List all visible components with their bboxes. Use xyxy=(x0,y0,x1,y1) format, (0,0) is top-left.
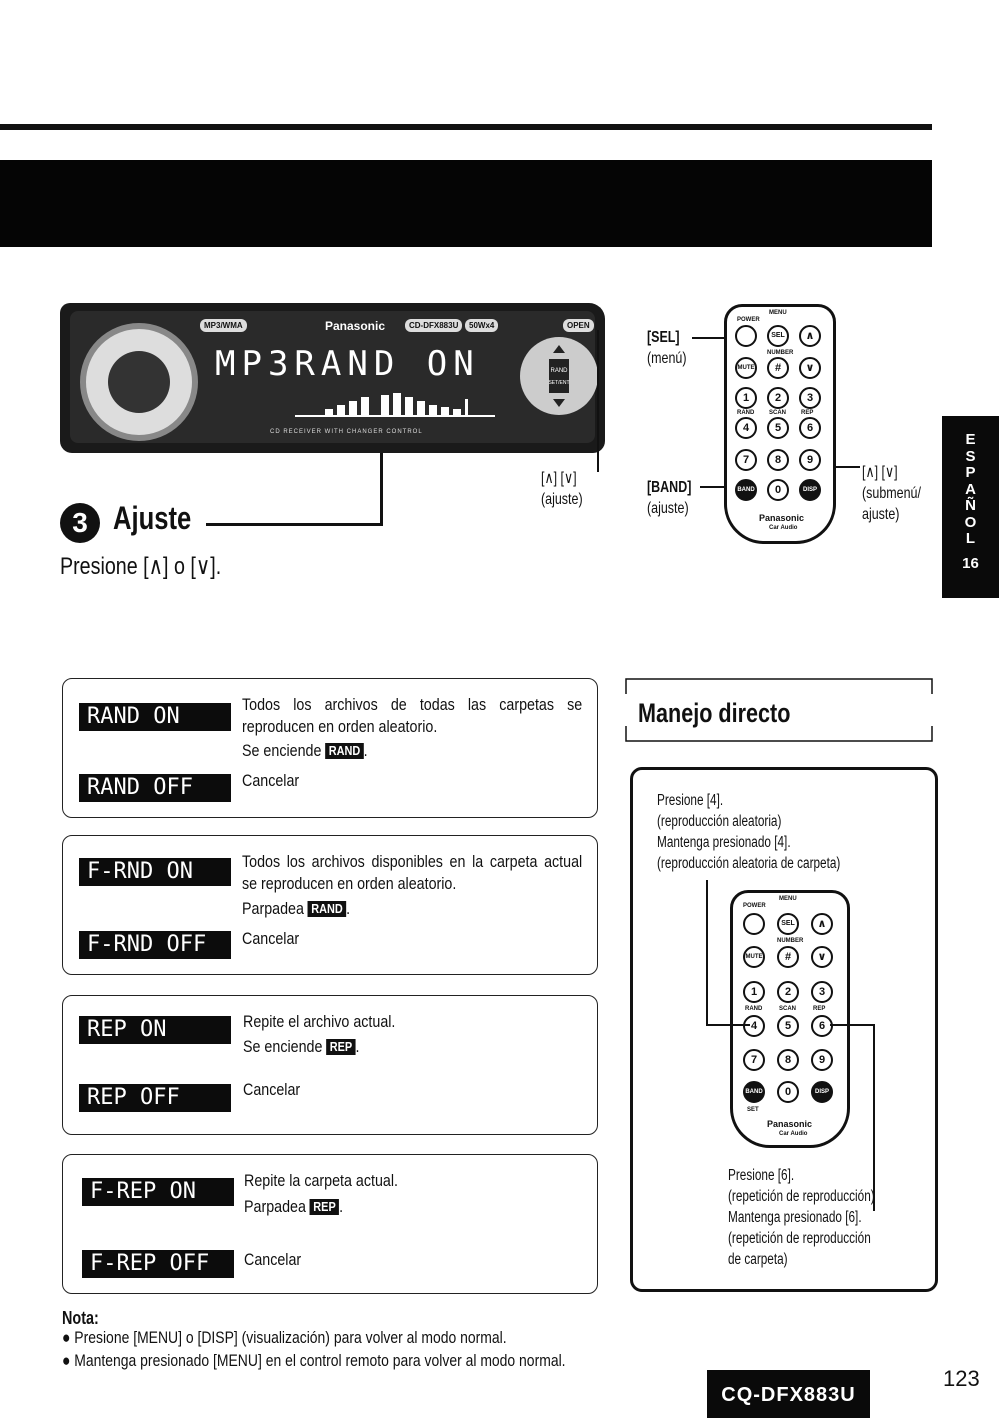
remote-digit-2: 2 xyxy=(767,387,789,409)
band-label xyxy=(647,477,691,498)
open-tag: OPEN xyxy=(563,319,594,332)
mode-off-label: REP OFF xyxy=(79,1084,231,1112)
direct-line: (repetición de reproducción xyxy=(728,1230,871,1247)
mode-on-label: F-RND ON xyxy=(79,858,231,886)
note-title: Nota: xyxy=(62,1308,99,1328)
step-number-badge: 3 xyxy=(60,503,100,543)
model-tag: CD-DFX883U xyxy=(405,319,462,332)
remote-sel-button-icon: SEL xyxy=(777,913,799,935)
remote-up-button-icon: ∧ xyxy=(799,325,821,347)
remote-menu-label: MENU xyxy=(769,310,787,316)
mode-off-description: Cancelar xyxy=(242,771,300,790)
side-tab-letter: Ñ xyxy=(965,497,976,514)
remote-number-label: NUMBER xyxy=(777,938,804,944)
power-tag: 50Wx4 xyxy=(465,319,498,332)
side-tab-letter: L xyxy=(965,530,976,547)
mode-on-description: Todos los archivos de todas las carpetas se reproducen en orden aleatorio. xyxy=(242,695,583,736)
language-side-tab xyxy=(942,416,999,598)
callout-line xyxy=(206,523,383,526)
updown-device-label: [∧] [∨] xyxy=(541,470,577,487)
top-rule xyxy=(0,124,932,130)
remote-menu-label: MENU xyxy=(779,896,797,902)
remote-power-label: POWER xyxy=(737,317,760,323)
mode-on-label: RAND ON xyxy=(79,703,231,731)
mode-off-label: F-REP OFF xyxy=(82,1250,234,1278)
remote-rand-label: RAND xyxy=(737,410,755,416)
pad-label-rand: RAND xyxy=(550,368,568,374)
remote-digit-9: 9 xyxy=(811,1049,833,1071)
remote-digit-6: 6 xyxy=(799,417,821,439)
remote-up-button-icon: ∧ xyxy=(811,913,833,935)
remote-hash-button-icon: # xyxy=(777,946,799,968)
direct-line: (reproducción aleatoria de carpeta) xyxy=(657,855,841,872)
remote-digit-2: 2 xyxy=(777,981,799,1003)
mode-off-description: Cancelar xyxy=(243,1080,301,1099)
faceplate-inner xyxy=(70,311,595,443)
remote-power-button-icon xyxy=(743,913,765,935)
remote-hash-button-icon: # xyxy=(767,357,789,379)
device-display: MP3RAND ON xyxy=(215,344,480,384)
direct-line: (repetición de reproducción) xyxy=(728,1188,875,1205)
remote-digit-0: 0 xyxy=(777,1081,799,1103)
remote-rep-label: REP xyxy=(801,410,814,416)
direct-line: Presione [6]. xyxy=(728,1167,795,1184)
remote-digit-9: 9 xyxy=(799,449,821,471)
remote-digit-3: 3 xyxy=(799,387,821,409)
direct-line: Mantenga presionado [6]. xyxy=(728,1209,862,1226)
mode-on-description: Todos los archivos disponibles en la carpeta actual se reproducen en orden aleatorio. xyxy=(242,852,583,893)
remote-digit-7: 7 xyxy=(735,449,757,471)
title-band xyxy=(0,160,932,247)
remote-power-button-icon xyxy=(735,325,757,347)
updown-remote-label: [∧] [∨] xyxy=(862,464,898,481)
format-tag: MP3/WMA xyxy=(200,319,247,332)
remote-scan-label: SCAN xyxy=(779,1006,797,1012)
sel-sub: (menú) xyxy=(647,350,687,367)
rand-indicator-icon: RAND xyxy=(308,901,346,917)
direction-pad-icon xyxy=(520,337,598,415)
callout-line xyxy=(830,1024,874,1026)
remote-down-button-icon: ∨ xyxy=(811,946,833,968)
remote-digit-4: 4 xyxy=(735,417,757,439)
mode-on-label: REP ON xyxy=(79,1016,231,1044)
indicator-verb: Se enciende xyxy=(243,1037,323,1056)
mode-indicator-line: Parpadea RAND . xyxy=(242,899,351,918)
callout-line xyxy=(873,1024,875,1211)
remote-brand-sub: Car Audio xyxy=(769,525,798,531)
remote-band-button-icon: BAND xyxy=(735,479,757,501)
step-title: Ajuste xyxy=(113,500,192,536)
note-item: ● Presione [MENU] o [DISP] (visualización) para volver al modo normal. xyxy=(62,1328,507,1347)
direct-line: (reproducción aleatoria) xyxy=(657,813,782,830)
page-number: 123 xyxy=(943,1366,980,1391)
note-item: ● Mantenga presionado [MENU] en el control remoto para volver al modo normal. xyxy=(62,1351,566,1370)
remote-digit-6: 6 xyxy=(811,1015,833,1037)
callout-line xyxy=(706,880,708,1025)
remote-disp-button-icon: DISP xyxy=(799,479,821,501)
remote-mute-button-icon: MUTE xyxy=(743,946,765,968)
remote-rand-label: RAND xyxy=(745,1006,763,1012)
remote-digit-8: 8 xyxy=(777,1049,799,1071)
direct-line: de carpeta) xyxy=(728,1251,788,1268)
side-tab-letter: O xyxy=(964,513,977,531)
remote-number-label: NUMBER xyxy=(767,350,794,356)
mode-on-label: F-REP ON xyxy=(82,1178,234,1206)
remote-band-button-icon: BAND xyxy=(743,1081,765,1103)
mode-off-label: F-RND OFF xyxy=(79,931,231,959)
remote-digit-5: 5 xyxy=(777,1015,799,1037)
note-item-text: Presione [MENU] o [DISP] (visualización) para volver al modo normal. xyxy=(74,1328,507,1347)
callout-line xyxy=(597,330,599,472)
remote-brand: Panasonic xyxy=(759,513,805,523)
volume-knob-icon xyxy=(80,323,198,441)
remote-digit-1: 1 xyxy=(743,981,765,1003)
remote-digit-7: 7 xyxy=(743,1049,765,1071)
sel-label xyxy=(647,327,680,348)
updown-device-sub: (ajuste) xyxy=(541,491,583,508)
side-tab-letter: A xyxy=(965,480,976,498)
mode-indicator-line: Se enciende REP . xyxy=(243,1037,360,1056)
indicator-verb: Se enciende xyxy=(242,741,322,760)
step-instruction: Presione [∧] o [∨]. xyxy=(60,553,222,580)
remote-brand: Panasonic xyxy=(767,1119,813,1129)
direct-line: Mantenga presionado [4]. xyxy=(657,834,791,851)
band-key: [BAND] xyxy=(647,479,692,496)
remote-power-label: POWER xyxy=(743,903,766,909)
remote-down-button-icon: ∨ xyxy=(799,357,821,379)
sel-key: [SEL] xyxy=(647,329,680,346)
mode-off-description: Cancelar xyxy=(242,929,300,948)
indicator-verb: Parpadea xyxy=(242,899,304,918)
device-bottom-text: CD RECEIVER WITH CHANGER CONTROL xyxy=(270,429,423,435)
side-tab-number: 16 xyxy=(962,554,979,572)
mode-indicator-line: Se enciende RAND . xyxy=(242,741,368,760)
note-item-text: Mantenga presionado [MENU] en el control remoto para volver al modo normal. xyxy=(74,1351,566,1370)
equalizer-bars-icon xyxy=(295,389,495,419)
callout-line xyxy=(380,453,383,525)
updown-remote-sub1: (submenú/ xyxy=(862,485,921,502)
band-sub: (ajuste) xyxy=(647,500,689,517)
manejo-directo-title: Manejo directo xyxy=(638,698,791,728)
model-number-box: CQ-DFX883U xyxy=(707,1370,870,1418)
mode-on-description: Repite la carpeta actual. xyxy=(244,1171,399,1190)
remote-set-label: SET xyxy=(747,1107,759,1113)
mode-indicator-line: Parpadea REP . xyxy=(244,1197,344,1216)
rand-indicator-icon: RAND xyxy=(325,743,363,759)
remote-disp-button-icon: DISP xyxy=(811,1081,833,1103)
rep-indicator-icon: REP xyxy=(310,1199,339,1215)
remote-digit-4: 4 xyxy=(743,1015,765,1037)
callout-line xyxy=(706,1024,750,1026)
rep-indicator-icon: REP xyxy=(326,1039,355,1055)
mode-off-label: RAND OFF xyxy=(79,774,231,802)
mode-off-description: Cancelar xyxy=(244,1250,302,1269)
pad-label-set: SET/ENT xyxy=(548,380,570,386)
remote-digit-3: 3 xyxy=(811,981,833,1003)
remote-brand-sub: Car Audio xyxy=(779,1131,808,1137)
remote-control-illustration xyxy=(730,890,850,1148)
mode-on-description: Repite el archivo actual. xyxy=(243,1012,396,1031)
side-tab-letter: E xyxy=(965,431,976,448)
remote-sel-button-icon: SEL xyxy=(767,325,789,347)
updown-remote-sub2: ajuste) xyxy=(862,506,900,523)
remote-scan-label: SCAN xyxy=(769,410,787,416)
remote-rep-label: REP xyxy=(813,1006,826,1012)
indicator-verb: Parpadea xyxy=(244,1197,306,1216)
remote-digit-8: 8 xyxy=(767,449,789,471)
device-brand: Panasonic xyxy=(325,319,386,333)
direct-line: Presione [4]. xyxy=(657,792,724,809)
side-tab-letter: P xyxy=(965,464,976,481)
side-tab-letter: S xyxy=(965,447,976,465)
remote-digit-5: 5 xyxy=(767,417,789,439)
remote-mute-button-icon: MUTE xyxy=(735,357,757,379)
remote-control-illustration xyxy=(724,304,836,544)
remote-digit-0: 0 xyxy=(767,479,789,501)
remote-digit-1: 1 xyxy=(735,387,757,409)
device-faceplate-illustration xyxy=(60,303,605,453)
